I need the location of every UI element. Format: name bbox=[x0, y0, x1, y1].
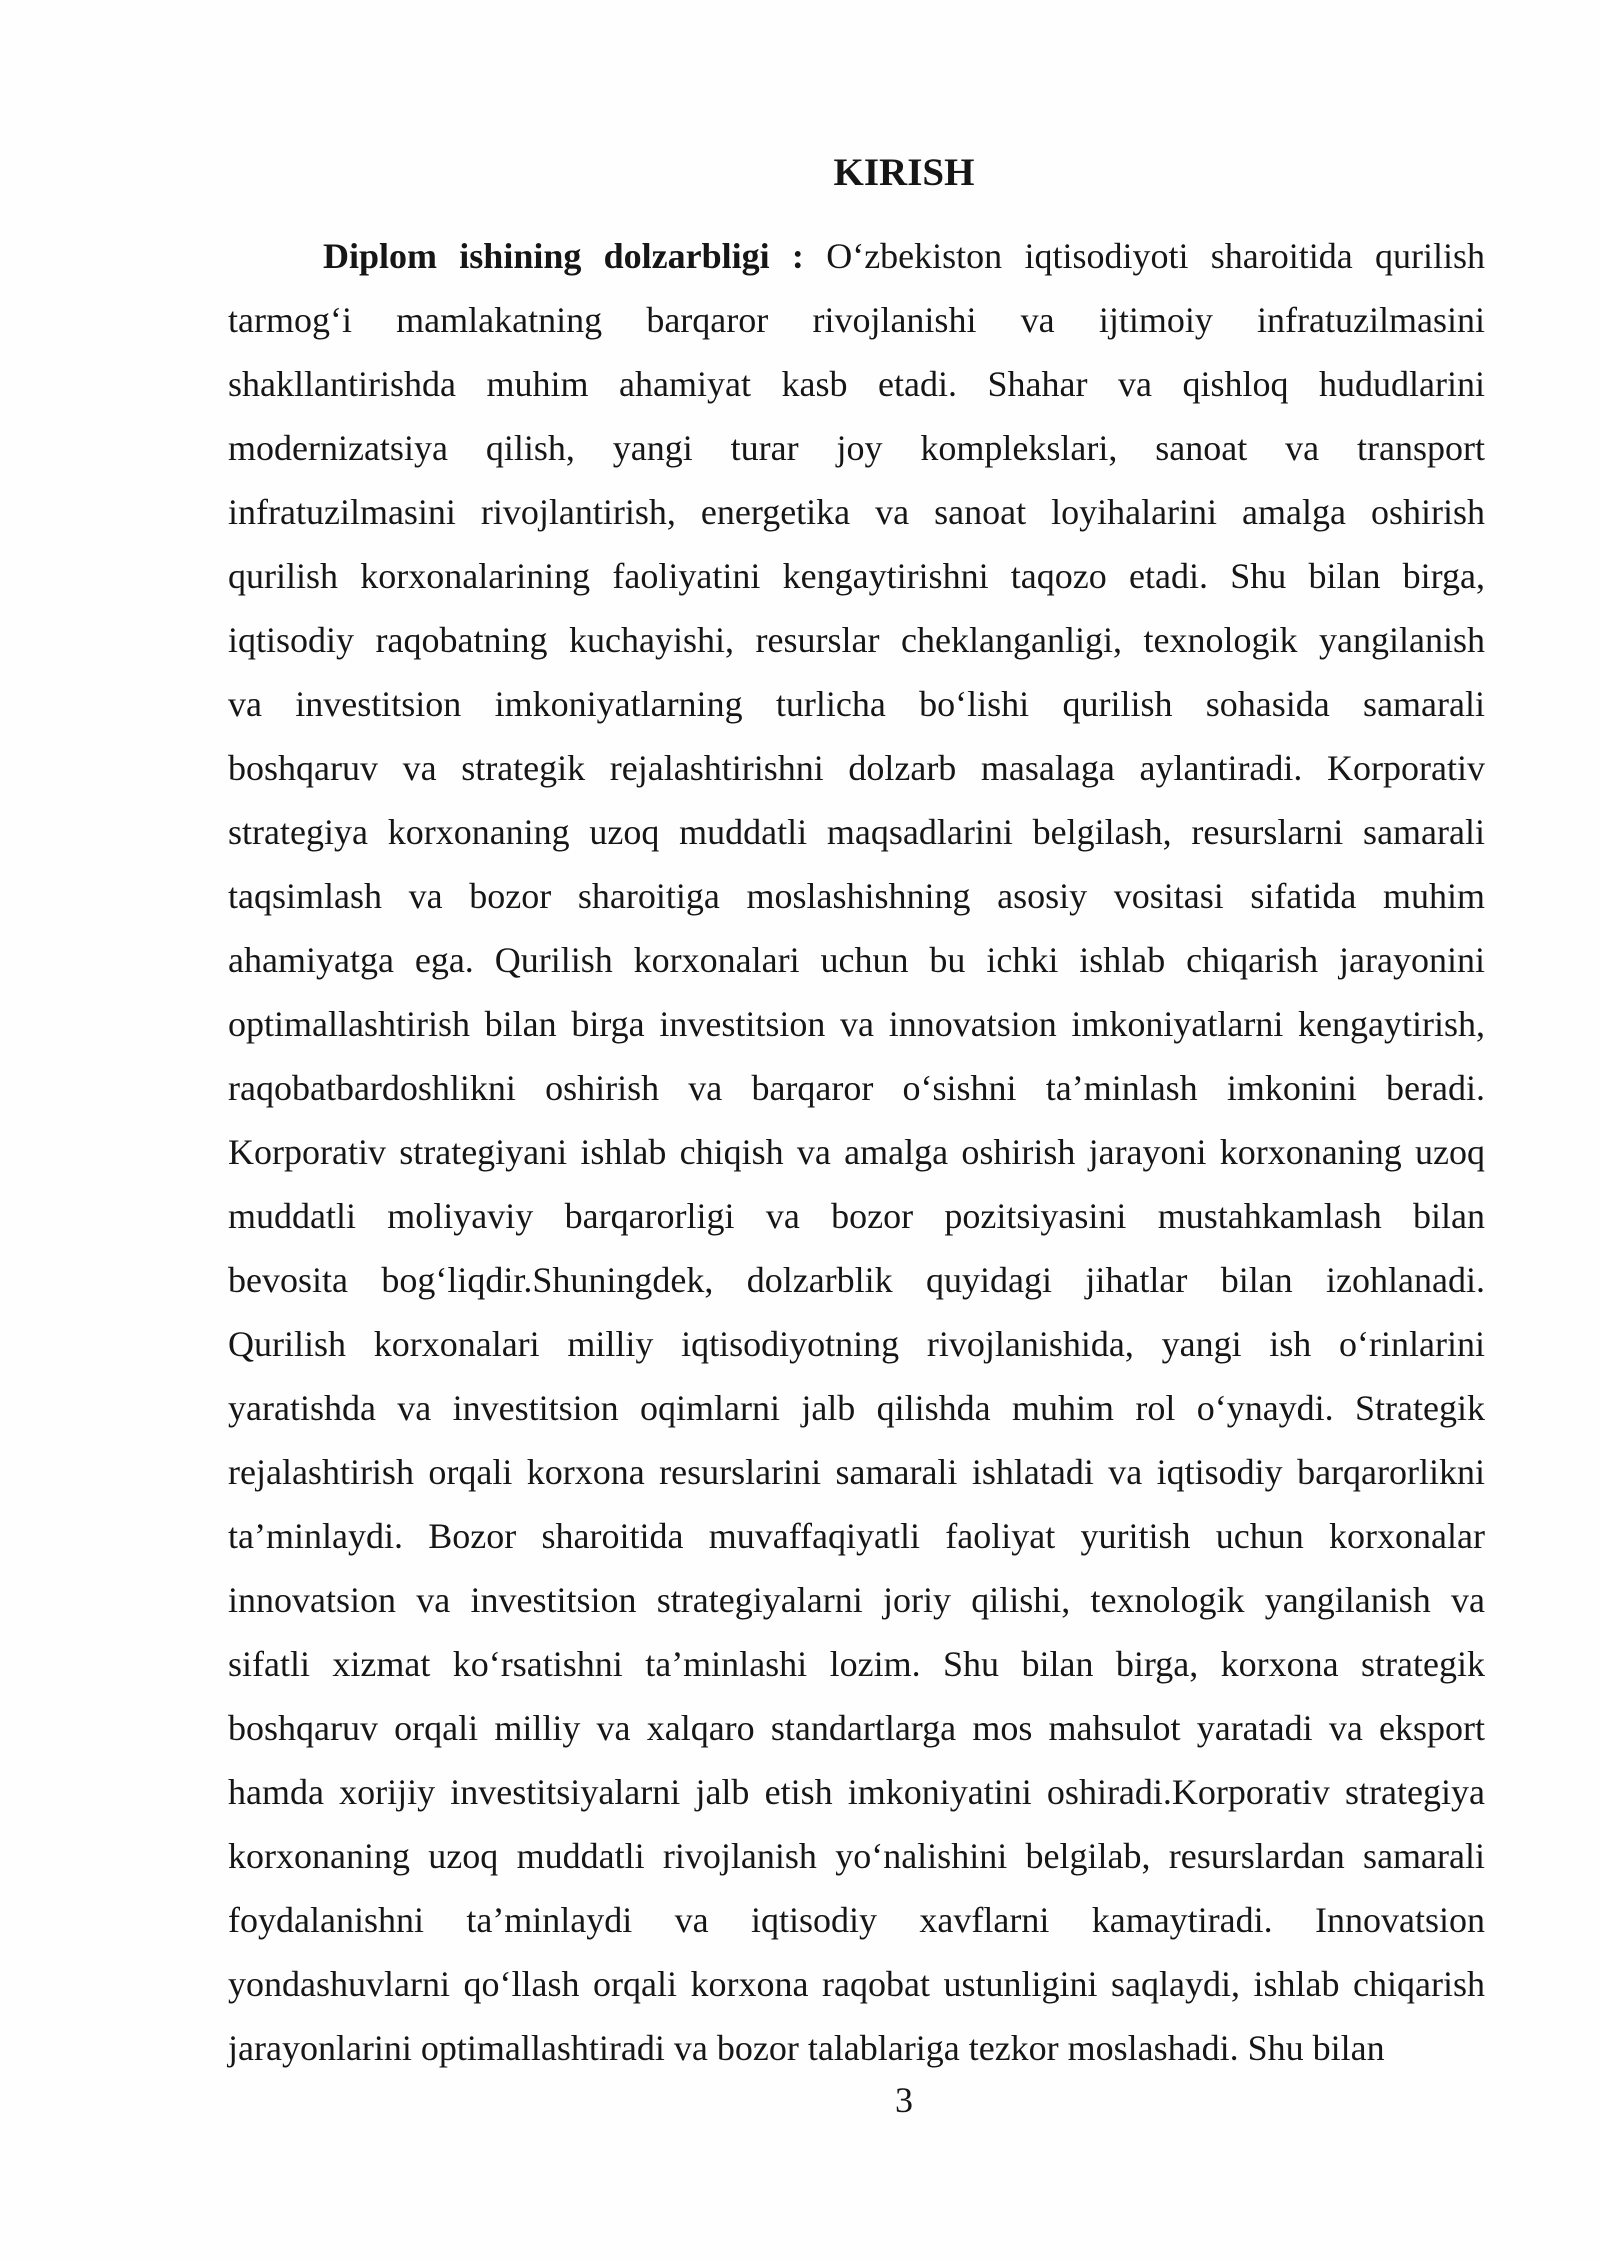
paragraph-line: boshqaruv orqali milliy va xalqaro standartlarga mos mahsulot yaratadi va eksport bbox=[228, 1708, 1485, 1748]
paragraph-line: sifatli xizmat ko‘rsatishni ta’minlashi lozim. Shu bilan birga, korxona strategik bbox=[228, 1644, 1485, 1684]
paragraph-line: korxonaning uzoq muddatli rivojlanish yo‘nalishini belgilab, resurslardan samarali bbox=[228, 1836, 1485, 1876]
page-content bbox=[228, 140, 1485, 2132]
paragraph-line: tarmog‘i mamlakatning barqaror rivojlanishi va ijtimoiy infratuzilmasini bbox=[228, 300, 1485, 340]
paragraph-line: Qurilish korxonalari milliy iqtisodiyotning rivojlanishida, yangi ish o‘rinlarini bbox=[228, 1324, 1485, 1364]
paragraph-line: rejalashtirish orqali korxona resurslarini samarali ishlatadi va iqtisodiy barqarorlikni bbox=[228, 1452, 1485, 1492]
paragraph-line: raqobatbardoshlikni oshirish va barqaror o‘sishni ta’minlash imkonini beradi. bbox=[228, 1068, 1485, 1108]
body-paragraph bbox=[228, 224, 1485, 2080]
paragraph-line: modernizatsiya qilish, yangi turar joy komplekslari, sanoat va transport bbox=[228, 428, 1485, 468]
paragraph-line: yaratishda va investitsion oqimlarni jalb qilishda muhim rol o‘ynaydi. Strategik bbox=[228, 1388, 1485, 1428]
paragraph-line: ta’minlaydi. Bozor sharoitida muvaffaqiyatli faoliyat yuritish uchun korxonalar bbox=[228, 1516, 1485, 1556]
paragraph-line: qurilish korxonalarining faoliyatini kengaytirishni taqozo etadi. Shu bilan birga, bbox=[228, 556, 1485, 596]
paragraph-line: va investitsion imkoniyatlarning turlicha bo‘lishi qurilish sohasida samarali bbox=[228, 684, 1485, 724]
paragraph-lead-bold: Diplom ishining dolzarbligi : bbox=[323, 236, 804, 276]
paragraph-line: bevosita bog‘liqdir.Shuningdek, dolzarblik quyidagi jihatlar bilan izohlanadi. bbox=[228, 1260, 1485, 1300]
paragraph-line: iqtisodiy raqobatning kuchayishi, resurslar cheklanganligi, texnologik yangilanish bbox=[228, 620, 1485, 660]
paragraph-line: jarayonlarini optimallashtiradi va bozor talablariga tezkor moslashadi. Shu bilan bbox=[228, 2028, 1385, 2068]
paragraph-line: Korporativ strategiyani ishlab chiqish va amalga oshirish jarayoni korxonaning uzoq bbox=[228, 1132, 1485, 1172]
paragraph-line: hamda xorijiy investitsiyalarni jalb etish imkoniyatini oshiradi.Korporativ strategiya bbox=[228, 1772, 1485, 1812]
page-number: 3 bbox=[895, 2080, 913, 2120]
paragraph-line: infratuzilmasini rivojlantirish, energetika va sanoat loyihalarini amalga oshirish bbox=[228, 492, 1485, 532]
paragraph-line: muddatli moliyaviy barqarorligi va bozor pozitsiyasini mustahkamlash bilan bbox=[228, 1196, 1485, 1236]
paragraph-line-text: O‘zbekiston iqtisodiyoti sharoitida qurilish bbox=[826, 236, 1485, 276]
paragraph-line bbox=[228, 224, 1485, 288]
paragraph-line: optimallashtirish bilan birga investitsion va innovatsion imkoniyatlarni kengaytirish, bbox=[228, 1004, 1485, 1044]
paragraph-line: shakllantirishda muhim ahamiyat kasb etadi. Shahar va qishloq hududlarini bbox=[228, 364, 1485, 404]
paragraph-line: ahamiyatga ega. Qurilish korxonalari uchun bu ichki ishlab chiqarish jarayonini bbox=[228, 940, 1485, 980]
paragraph-line: boshqaruv va strategik rejalashtirishni dolzarb masalaga aylantiradi. Korporativ bbox=[228, 748, 1485, 788]
paragraph-line: yondashuvlarni qo‘llash orqali korxona raqobat ustunligini saqlaydi, ishlab chiqarish bbox=[228, 1964, 1485, 2004]
paragraph-line: foydalanishni ta’minlaydi va iqtisodiy xavflarni kamaytiradi. Innovatsion bbox=[228, 1900, 1485, 1940]
paragraph-line: innovatsion va investitsion strategiyalarni joriy qilishi, texnologik yangilanish va bbox=[228, 1580, 1485, 1620]
paragraph-line: strategiya korxonaning uzoq muddatli maqsadlarini belgilash, resurslarni samarali bbox=[228, 812, 1485, 852]
page-title: KIRISH bbox=[833, 151, 975, 194]
paragraph-line: taqsimlash va bozor sharoitiga moslashishning asosiy vositasi sifatida muhim bbox=[228, 876, 1485, 916]
